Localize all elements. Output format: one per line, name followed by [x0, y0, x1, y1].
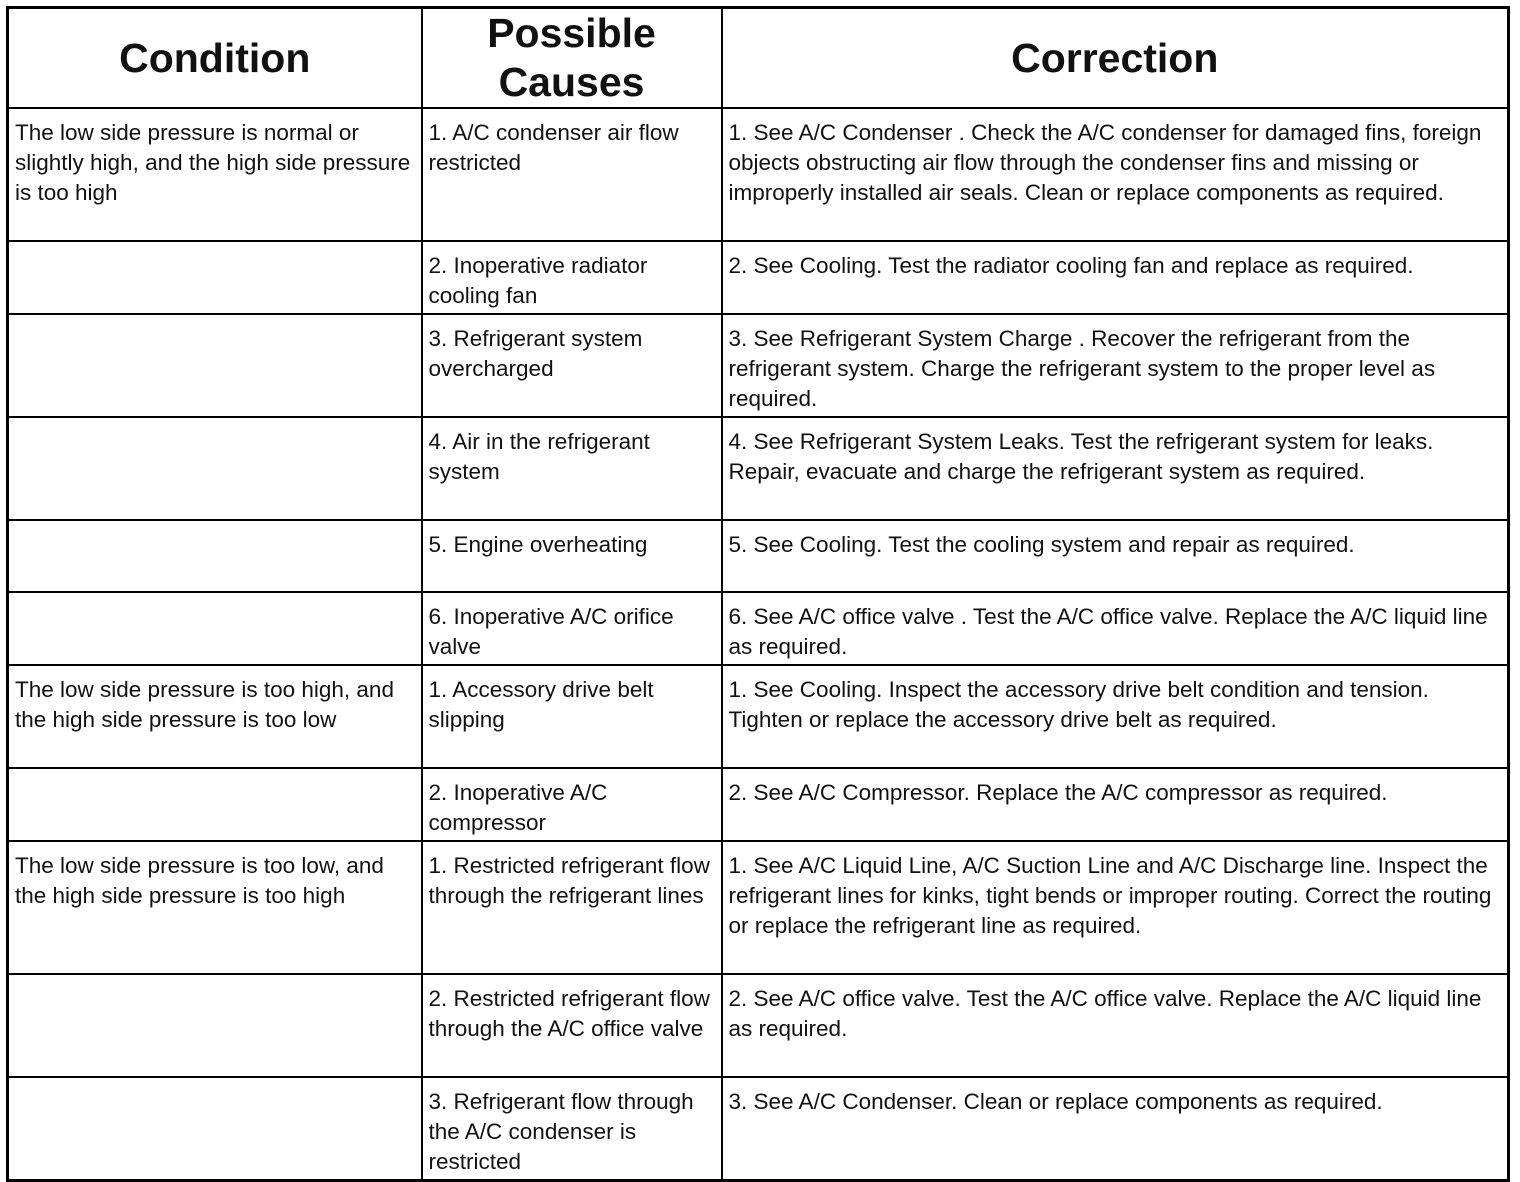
correction-cell: 2. See A/C Compressor. Replace the A/C compressor as required. [722, 768, 1509, 841]
cause-cell: 2. Inoperative radiator cooling fan [422, 241, 722, 314]
header-causes-line2: Causes [498, 59, 645, 105]
condition-cell [8, 592, 422, 665]
table-row [8, 520, 1509, 592]
condition-cell: The low side pressure is too high, and the high side pressure is too low [8, 665, 422, 768]
correction-cell: 2. See A/C office valve. Test the A/C office valve. Replace the A/C liquid line as required. [722, 974, 1509, 1077]
correction-cell: 5. See Cooling. Test the cooling system and repair as required. [722, 520, 1509, 592]
table-row [8, 592, 1509, 665]
cause-cell: 5. Engine overheating [422, 520, 722, 592]
header-causes-line1: Possible [487, 10, 656, 56]
correction-cell: 1. See Cooling. Inspect the accessory drive belt condition and tension. Tighten or replace the accessory drive belt as required. [722, 665, 1509, 768]
header-condition: Condition [8, 8, 422, 109]
condition-cell [8, 768, 422, 841]
condition-cell [8, 520, 422, 592]
table-row [8, 1077, 1509, 1181]
correction-cell: 3. See Refrigerant System Charge . Recover the refrigerant from the refrigerant system. Charge the refrigerant system to the proper level as required. [722, 314, 1509, 417]
cause-cell: 2. Inoperative A/C compressor [422, 768, 722, 841]
correction-cell: 3. See A/C Condenser. Clean or replace components as required. [722, 1077, 1509, 1181]
table-row [8, 841, 1509, 974]
condition-cell [8, 314, 422, 417]
cause-cell: 1. Accessory drive belt slipping [422, 665, 722, 768]
correction-cell: 1. See A/C Condenser . Check the A/C condenser for damaged fins, foreign objects obstructing air flow through the condenser fins and missing or improperly installed air seals. Clean or replace components as required. [722, 108, 1509, 241]
table-row [8, 417, 1509, 520]
condition-cell [8, 1077, 422, 1181]
condition-cell: The low side pressure is normal or slightly high, and the high side pressure is too high [8, 108, 422, 241]
condition-cell [8, 241, 422, 314]
table-row [8, 314, 1509, 417]
cause-cell: 3. Refrigerant system overcharged [422, 314, 722, 417]
table-row [8, 974, 1509, 1077]
cause-cell: 6. Inoperative A/C orifice valve [422, 592, 722, 665]
cause-cell: 2. Restricted refrigerant flow through the A/C office valve [422, 974, 722, 1077]
cause-cell: 1. A/C condenser air flow restricted [422, 108, 722, 241]
cause-cell: 1. Restricted refrigerant flow through the refrigerant lines [422, 841, 722, 974]
cause-cell: 3. Refrigerant flow through the A/C condenser is restricted [422, 1077, 722, 1181]
header-possible-causes [422, 8, 722, 109]
cause-cell: 4. Air in the refrigerant system [422, 417, 722, 520]
correction-cell: 2. See Cooling. Test the radiator cooling fan and replace as required. [722, 241, 1509, 314]
table-row [8, 241, 1509, 314]
table-row [8, 108, 1509, 241]
header-row [8, 8, 1509, 109]
condition-cell [8, 974, 422, 1077]
diagnostic-table [6, 6, 1510, 1182]
condition-cell [8, 417, 422, 520]
table-row [8, 768, 1509, 841]
table-row [8, 665, 1509, 768]
correction-cell: 6. See A/C office valve . Test the A/C office valve. Replace the A/C liquid line as required. [722, 592, 1509, 665]
condition-cell: The low side pressure is too low, and the high side pressure is too high [8, 841, 422, 974]
header-correction: Correction [722, 8, 1509, 109]
correction-cell: 4. See Refrigerant System Leaks. Test the refrigerant system for leaks. Repair, evacuate and charge the refrigerant system as required. [722, 417, 1509, 520]
correction-cell: 1. See A/C Liquid Line, A/C Suction Line and A/C Discharge line. Inspect the refrigerant lines for kinks, tight bends or improper routing. Correct the routing or replace the refrigerant line as required. [722, 841, 1509, 974]
